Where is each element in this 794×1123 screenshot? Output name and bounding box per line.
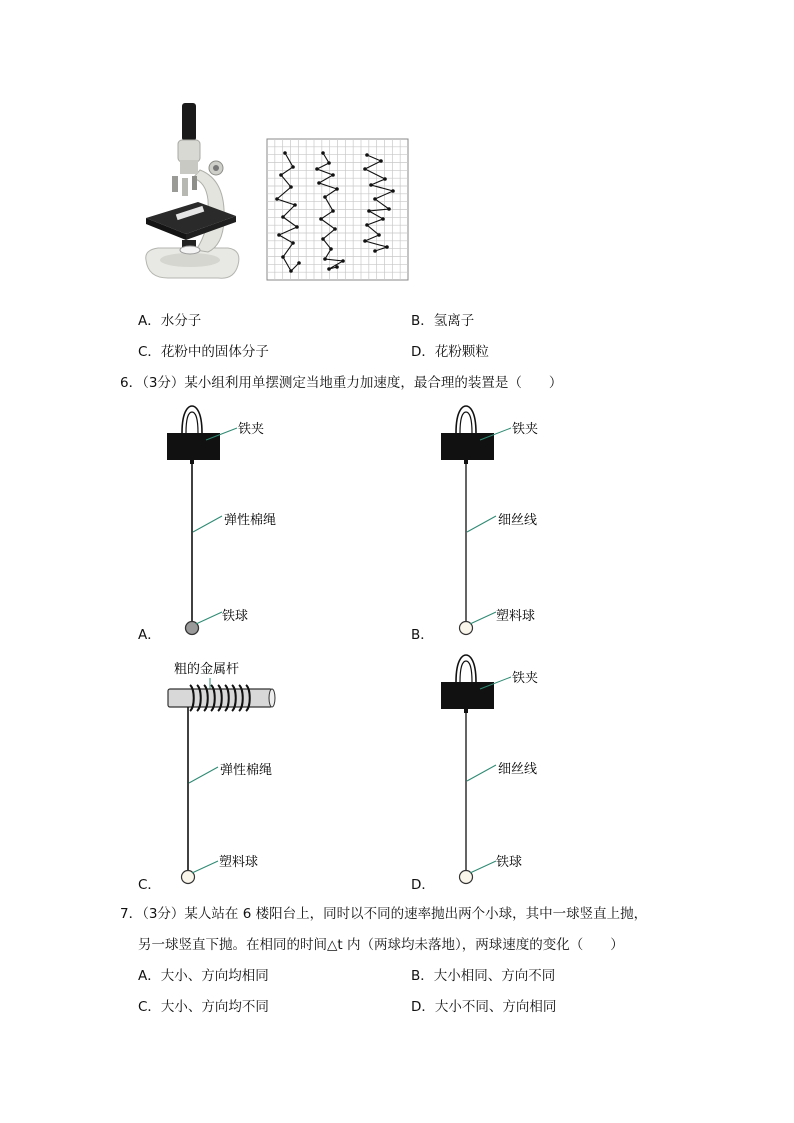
metal-rod — [168, 689, 272, 707]
d-string-label: 细丝线 — [498, 762, 538, 777]
a-string-label: 弹性棉绳 — [224, 513, 277, 528]
b-string-label: 细丝线 — [498, 513, 538, 528]
a-ball-label: 铁球 — [222, 609, 249, 624]
q6-option-a[interactable]: A． — [138, 627, 161, 643]
clip-icon — [182, 406, 202, 433]
b-clamp-label: 铁夹 — [512, 422, 539, 437]
q7-option-b[interactable]: B．大小相同、方向不同 — [411, 968, 556, 984]
pendulum-a-figure — [160, 400, 300, 640]
d-ball-label: 铁球 — [496, 855, 523, 870]
clip-icon — [456, 406, 476, 433]
q7-option-c[interactable]: C．大小、方向均不同 — [138, 999, 269, 1015]
c-rod-label: 粗的金属杆 — [174, 662, 240, 677]
pendulum-d-figure — [434, 649, 574, 889]
q7-option-a[interactable]: A．大小、方向均相同 — [138, 968, 269, 984]
c-ball-label: 塑料球 — [219, 855, 259, 870]
q6-option-d[interactable]: D． — [411, 877, 435, 893]
clip-icon — [456, 655, 476, 682]
q5-option-d[interactable]: D．花粉颗粒 — [411, 344, 489, 360]
q5-option-b[interactable]: B．氢离子 — [411, 313, 475, 329]
q5-option-a[interactable]: A．水分子 — [138, 313, 202, 329]
q7-option-d[interactable]: D．大小不同、方向相同 — [411, 999, 557, 1015]
q5-option-c[interactable]: C．花粉中的固体分子 — [138, 344, 269, 360]
microscope-image — [138, 100, 248, 285]
q6-stem: 6．（3分）某小组利用单摆测定当地重力加速度，最合理的装置是（ ） — [120, 375, 563, 391]
c-string-label: 弹性棉绳 — [220, 763, 273, 778]
pendulum-b-figure — [434, 400, 574, 640]
q6-option-c[interactable]: C． — [138, 877, 161, 893]
q7-stem-line1: 7．（3分）某人站在 6 楼阳台上，同时以不同的速率抛出两个小球，其中一球竖直上抛， — [120, 906, 648, 922]
q7-stem-line2: 另一球竖直下抛。在相同的时间△t 内（两球均未落地），两球速度的变化（ ） — [138, 937, 624, 953]
pendulum-c-figure — [160, 655, 310, 890]
b-ball-label: 塑料球 — [496, 609, 536, 624]
a-clamp-label: 铁夹 — [238, 422, 265, 437]
d-clamp-label: 铁夹 — [512, 671, 539, 686]
brownian-motion-grid — [267, 139, 408, 280]
q6-option-b[interactable]: B． — [411, 627, 434, 643]
